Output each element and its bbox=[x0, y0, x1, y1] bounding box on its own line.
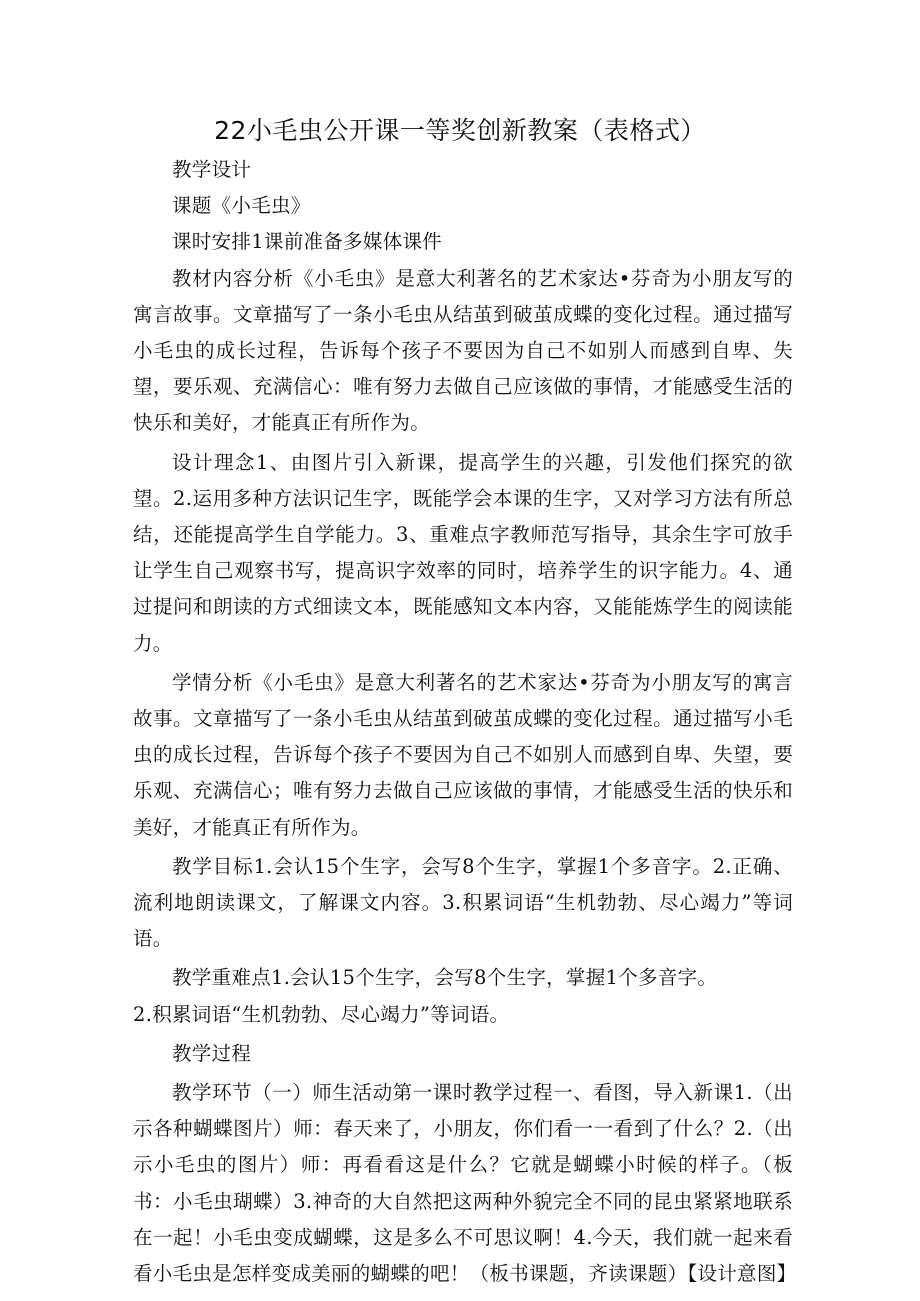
lesson-topic: 课题《小毛虫》 bbox=[172, 194, 311, 218]
paragraph-teaching-steps: 教学环节（一）师生活动第一课时教学过程一、看图，导入新课1.（出示各种蝴蝶图片）师：春天来了，小朋友，你们看一一看到了什么？2.（出示小毛虫的图片）师：再看看这是什么？它就是蝴蝶小时候的样子。（板书：小毛虫瑚蝶）3.神奇的大自然把这两种外貌完全不同的昆虫紧紧地联系在一起！小毛虫变成蝴蝶，这是多么不可思议啊！4.今天，我们就一起来看看小毛虫是怎样变成美丽的蝴蝶的吧！（板书课题，齐读课题）【设计意图】 bbox=[133, 1081, 797, 1286]
document-title: 22小毛虫公开课一等奖创新教案（表格式） bbox=[214, 116, 706, 145]
paragraph-key-points: 教学重难点1.会认15个生字，会写8个生字，掌握1个多音字。 bbox=[172, 966, 718, 990]
paragraph-teaching-goals: 教学目标1.会认15个生字，会写8个生字，掌握1个多音字。2.正确、流利地朗读课文，了解课文内容。3.积累词语“生机勃勃、尽心竭力”等词语。 bbox=[133, 854, 793, 951]
paragraph-content-analysis: 教材内容分析《小毛虫》是意大利著名的艺术家达•芬奇为小朋友写的寓言故事。文章描写了一条小毛虫从结茧到破茧成蝶的变化过程。通过描写小毛虫的成长过程，告诉每个孩子不要因为自己不如别人而感到自卑、失望，要乐观、充满信心：唯有努力去做自己应该做的事情，才能感受生活的快乐和美好，才能真正有所作为。 bbox=[133, 266, 793, 435]
lesson-schedule: 课时安排1课前准备多媒体课件 bbox=[172, 230, 443, 254]
section-heading-teaching-design: 教学设计 bbox=[172, 158, 252, 181]
document-body bbox=[133, 152, 797, 1292]
paragraph-learner-analysis: 学情分析《小毛虫》是意大利著名的艺术家达•芬奇为小朋友写的寓言故事。文章描写了一条小毛虫从结茧到破茧成蝶的变化过程。通过描写小毛虫的成长过程，告诉每个孩子不要因为自己不如别人而感到自卑、失望，要乐观、充满信心；唯有努力去做自己应该做的事情，才能感受生活的快乐和美好，才能真正有所作为。 bbox=[133, 670, 793, 839]
paragraph-key-points-continued: 2.积累词语“生机勃勃、尽心竭力”等词语。 bbox=[133, 1002, 510, 1026]
section-heading-teaching-process: 教学过程 bbox=[172, 1041, 252, 1065]
paragraph-design-concept: 设计理念1、由图片引入新课，提高学生的兴趣，引发他们探究的欲望。2.运用多种方法识记生字，既能学会本课的生字，又对学习方法有所总结，还能提高学生自学能力。3、重难点字教师范写指导，其余生字可放手让学生自己观察书写，提高识字效率的同时，培养学生的识字能力。4、通过提问和朗读的方式细读文本，既能感知文本内容，又能能炼学生的阅读能力。 bbox=[133, 450, 793, 655]
